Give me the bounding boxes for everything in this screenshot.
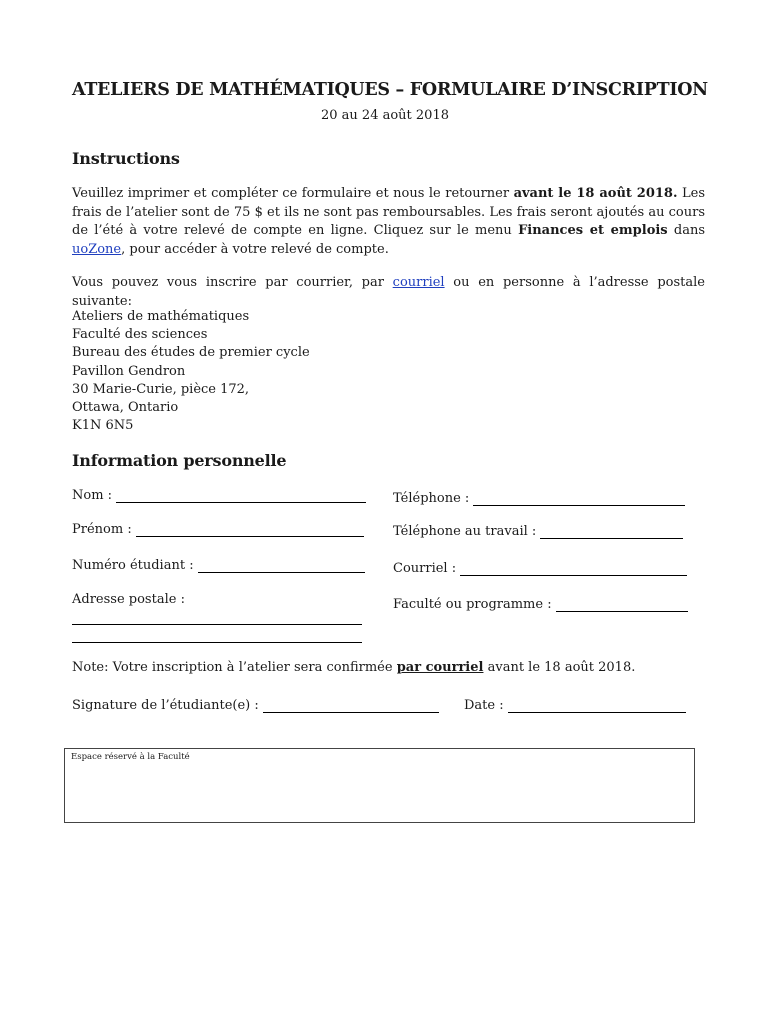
telephone-field[interactable] — [393, 491, 685, 506]
confirmation-note — [72, 660, 635, 675]
courriel-link[interactable]: courriel — [392, 275, 445, 290]
address-line: Pavillon Gendron — [72, 363, 186, 379]
address-line: Faculté des sciences — [72, 327, 208, 343]
postal-address-line-2[interactable] — [72, 642, 362, 643]
student-number-field[interactable] — [72, 558, 365, 573]
date-label: Date : — [464, 698, 504, 713]
address-line: K1N 6N5 — [72, 418, 134, 434]
deadline-text: avant le 18 août 2018. — [513, 186, 678, 201]
faculty-program-label: Faculté ou programme : — [393, 597, 552, 612]
date-input-line[interactable] — [508, 698, 686, 713]
note-bold-text: par courriel — [396, 660, 484, 675]
email-label: Courriel : — [393, 561, 457, 576]
faculty-reserved-label: Espace réservé à la Faculté — [71, 752, 190, 762]
signature-input-line[interactable] — [263, 698, 439, 713]
note-text-1: Note: Votre inscription à l’atelier sera confirmée — [72, 660, 397, 675]
faculty-reserved-box — [64, 748, 695, 823]
email-input-line[interactable] — [460, 561, 687, 576]
signature-label: Signature de l’étudiante(e) : — [72, 698, 259, 713]
prenom-label: Prénom : — [72, 522, 132, 537]
uozone-link[interactable]: uoZone — [72, 241, 122, 257]
nom-label: Nom : — [72, 488, 113, 503]
date-field[interactable] — [464, 698, 686, 713]
submission-text-2: ou en personne à l’adresse postale suivante: — [72, 275, 705, 309]
prenom-field[interactable] — [72, 522, 364, 537]
faculty-program-input-line[interactable] — [556, 597, 688, 612]
submission-text-1: Vous pouvez vous inscrire par courrier, par — [72, 275, 393, 290]
address-line: Bureau des études de premier cycle — [72, 345, 310, 361]
instructions-text-1: Veuillez imprimer et compléter ce formulaire et nous le retourner — [72, 186, 514, 201]
instructions-paragraph — [72, 185, 705, 259]
postal-address-line-1[interactable] — [72, 624, 362, 625]
student-number-label: Numéro étudiant : — [72, 558, 194, 573]
address-line: Ottawa, Ontario — [72, 400, 179, 416]
instructions-heading: Instructions — [72, 149, 180, 168]
instructions-text-2: Les frais de l’atelier sont de 75 $ et ils ne sont pas remboursables. Les frais seront ajoutés au cours de l’été à votre relevé de compte en ligne. Cliquez sur le menu — [72, 186, 705, 238]
postal-address-label: Adresse postale : — [72, 592, 185, 607]
email-field[interactable] — [393, 561, 687, 576]
submission-paragraph — [72, 274, 705, 311]
work-phone-field[interactable] — [393, 524, 683, 539]
work-phone-label: Téléphone au travail : — [393, 524, 537, 539]
work-phone-input-line[interactable] — [540, 524, 683, 539]
address-line: Ateliers de mathématiques — [72, 309, 250, 324]
note-text-2: avant le 18 août 2018. — [483, 660, 636, 675]
prenom-input-line[interactable] — [136, 522, 364, 537]
telephone-label: Téléphone : — [393, 491, 470, 506]
personal-info-heading: Information personnelle — [72, 451, 287, 470]
faculty-program-field[interactable] — [393, 597, 688, 612]
student-number-input-line[interactable] — [198, 558, 365, 573]
form-title: ATELIERS DE MATHÉMATIQUES – FORMULAIRE D’INSCRIPTION — [72, 80, 708, 100]
nom-input-line[interactable] — [116, 488, 366, 503]
instructions-text-3: dans — [667, 223, 705, 238]
telephone-input-line[interactable] — [473, 491, 685, 506]
instructions-text-4: , pour accéder à votre relevé de compte. — [121, 241, 389, 257]
nom-field[interactable] — [72, 488, 366, 503]
postal-address-block — [72, 308, 310, 435]
workshop-dates: 20 au 24 août 2018 — [321, 108, 449, 123]
signature-field[interactable] — [72, 698, 439, 713]
finances-menu-text: Finances et emplois — [518, 223, 668, 238]
address-line: 30 Marie-Curie, pièce 172, — [72, 381, 250, 397]
